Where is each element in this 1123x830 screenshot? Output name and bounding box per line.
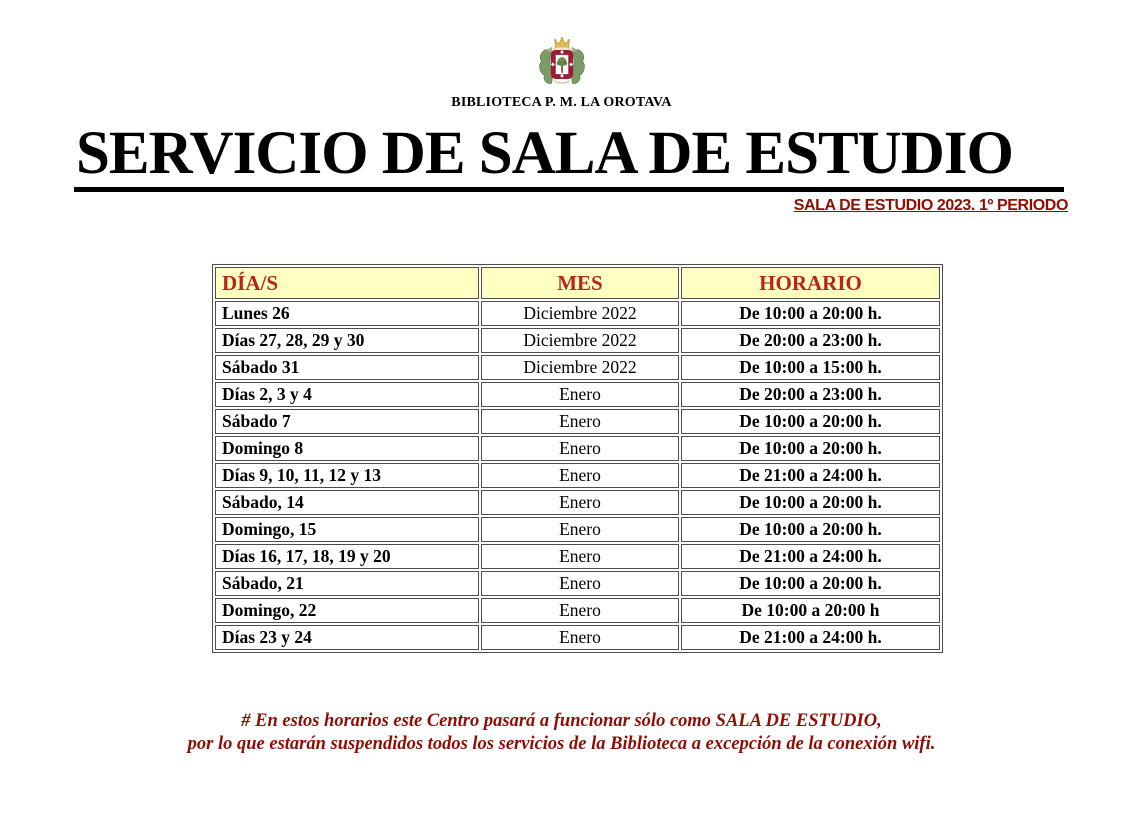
table-cell: Lunes 26: [215, 301, 479, 326]
table-cell: De 20:00 a 23:00 h.: [681, 328, 940, 353]
table-cell: Enero: [481, 544, 679, 569]
table-cell: Domingo, 22: [215, 598, 479, 623]
schedule-table: [212, 264, 943, 653]
table-cell: De 21:00 a 24:00 h.: [681, 544, 940, 569]
table-row: [215, 463, 940, 488]
table-row: [215, 490, 940, 515]
table-row: [215, 355, 940, 380]
period-subtitle: SALA DE ESTUDIO 2023. 1º PERIODO: [793, 197, 1068, 214]
table-row: [215, 598, 940, 623]
table-cell: Enero: [481, 598, 679, 623]
table-cell: Domingo, 15: [215, 517, 479, 542]
document-page: [0, 36, 1123, 830]
footnote: [0, 710, 1123, 756]
table-cell: Sábado, 21: [215, 571, 479, 596]
footnote-line-2: por lo que estarán suspendidos todos los servicios de la Biblioteca a excepción de la conexión wifi.: [187, 734, 936, 754]
table-cell: Sábado 7: [215, 409, 479, 434]
table-row: [215, 544, 940, 569]
table-row: [215, 382, 940, 407]
table-cell: Sábado, 14: [215, 490, 479, 515]
table-cell: Enero: [481, 409, 679, 434]
table-row: [215, 517, 940, 542]
table-cell: Días 2, 3 y 4: [215, 382, 479, 407]
table-header-cell: DÍA/S: [215, 267, 479, 299]
subtitle-row: [0, 197, 1123, 215]
page-title: SERVICIO DE SALA DE ESTUDIO: [74, 123, 1064, 192]
table-cell: Días 9, 10, 11, 12 y 13: [215, 463, 479, 488]
table-cell: Enero: [481, 436, 679, 461]
table-cell: Sábado 31: [215, 355, 479, 380]
table-cell: De 21:00 a 24:00 h.: [681, 625, 940, 650]
table-row: [215, 625, 940, 650]
table-cell: De 21:00 a 24:00 h.: [681, 463, 940, 488]
table-cell: De 10:00 a 20:00 h.: [681, 490, 940, 515]
table-cell: Diciembre 2022: [481, 355, 679, 380]
table-header-row: [215, 267, 940, 299]
table-row: [215, 436, 940, 461]
table-cell: Enero: [481, 490, 679, 515]
table-row: [215, 328, 940, 353]
table-cell: Diciembre 2022: [481, 328, 679, 353]
table-cell: Enero: [481, 625, 679, 650]
table-cell: De 10:00 a 20:00 h.: [681, 301, 940, 326]
table-cell: De 10:00 a 20:00 h.: [681, 409, 940, 434]
table-cell: Enero: [481, 382, 679, 407]
table-cell: De 10:00 a 20:00 h.: [681, 571, 940, 596]
table-cell: Domingo 8: [215, 436, 479, 461]
table-cell: Enero: [481, 571, 679, 596]
table-row: [215, 301, 940, 326]
table-header-cell: HORARIO: [681, 267, 940, 299]
table-cell: Días 23 y 24: [215, 625, 479, 650]
table-cell: De 10:00 a 20:00 h: [681, 598, 940, 623]
table-header-cell: MES: [481, 267, 679, 299]
table-cell: Días 16, 17, 18, 19 y 20: [215, 544, 479, 569]
library-crest-icon: [533, 36, 591, 94]
organization-name: BIBLIOTECA P. M. LA OROTAVA: [451, 95, 672, 110]
table-cell: De 10:00 a 15:00 h.: [681, 355, 940, 380]
table-cell: De 10:00 a 20:00 h.: [681, 517, 940, 542]
footnote-line-1: # En estos horarios este Centro pasará a funcionar sólo como SALA DE ESTUDIO,: [241, 711, 882, 731]
table-cell: Enero: [481, 517, 679, 542]
table-cell: De 10:00 a 20:00 h.: [681, 436, 940, 461]
table-row: [215, 409, 940, 434]
table-cell: Diciembre 2022: [481, 301, 679, 326]
schedule-table-body: [215, 301, 940, 650]
table-cell: De 20:00 a 23:00 h.: [681, 382, 940, 407]
schedule-table-head: [215, 267, 940, 299]
table-cell: Días 27, 28, 29 y 30: [215, 328, 479, 353]
table-cell: Enero: [481, 463, 679, 488]
table-row: [215, 571, 940, 596]
